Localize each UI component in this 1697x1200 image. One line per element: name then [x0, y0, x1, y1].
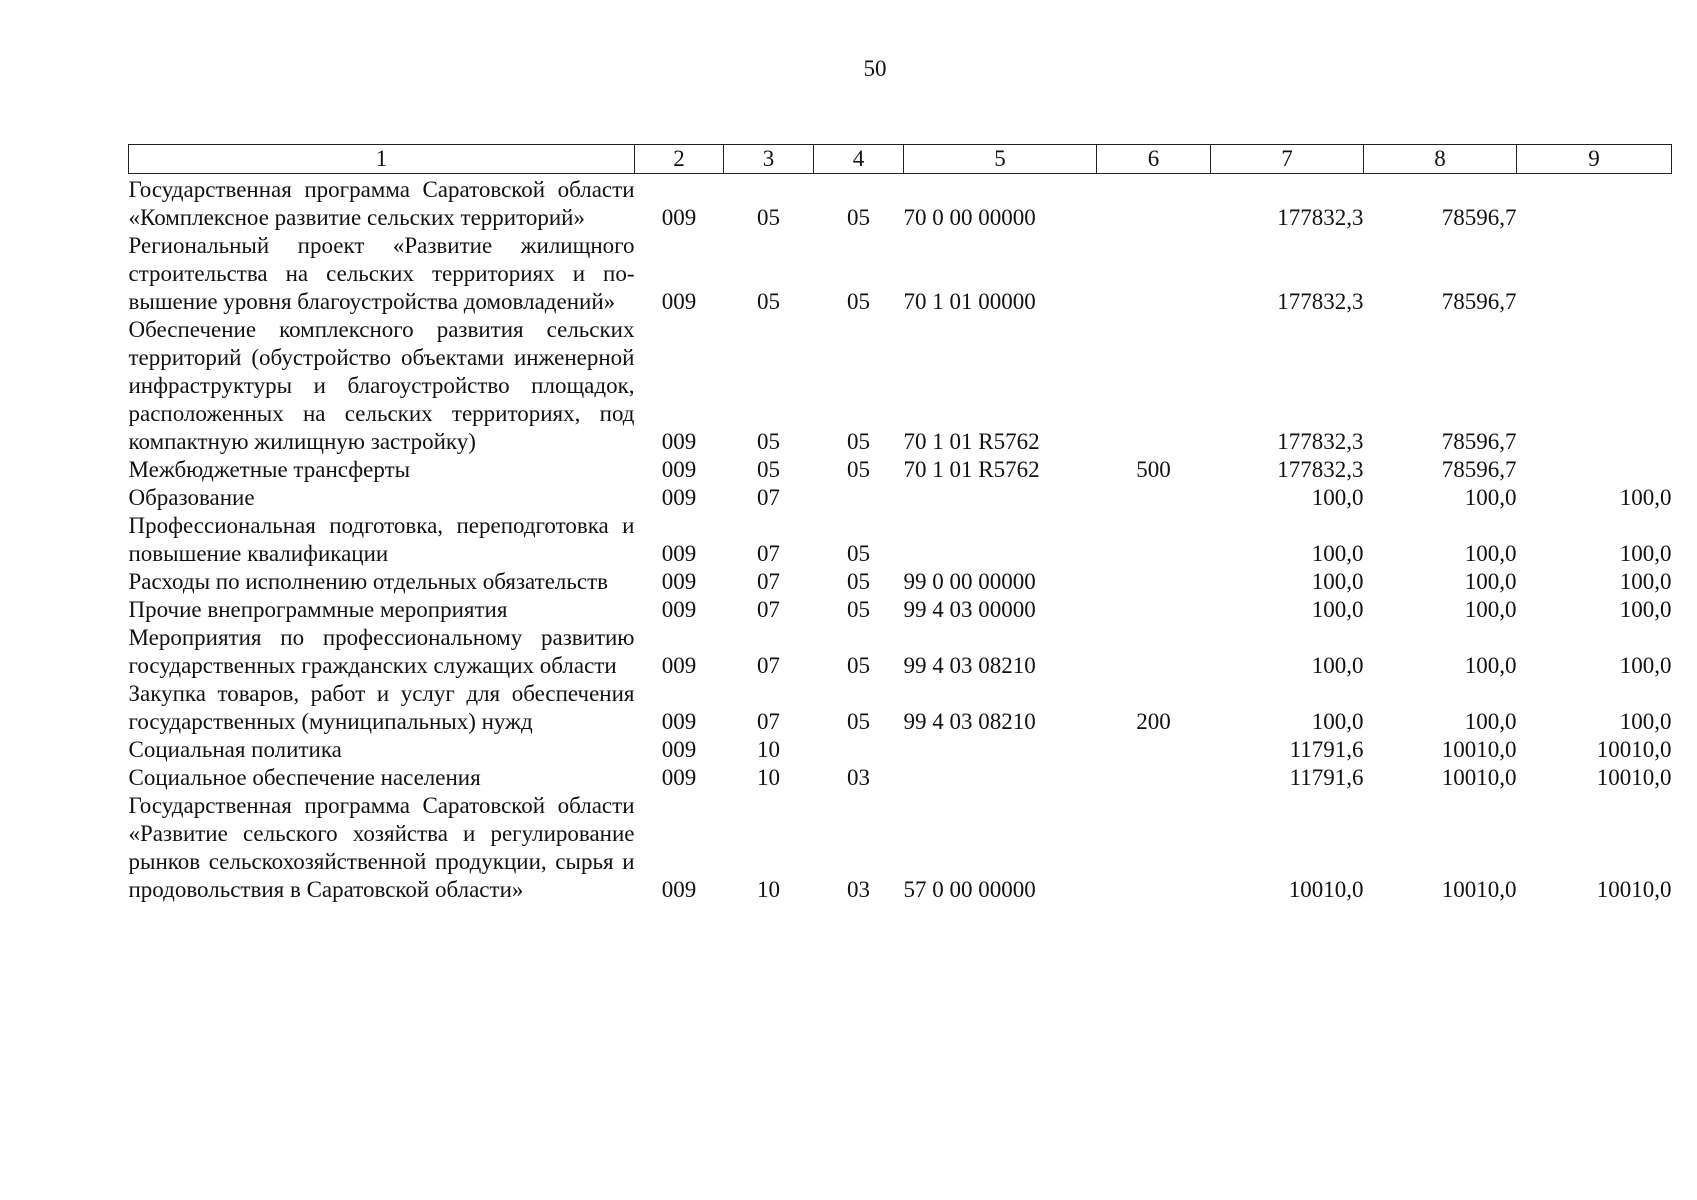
section-code-cell: 05	[757, 429, 780, 454]
column-header: 3	[724, 145, 814, 174]
page-number: 50	[863, 56, 887, 81]
amount-cell: 100,0	[1311, 709, 1364, 734]
section-code-cell: 05	[757, 205, 780, 230]
amount-cell: 10010,0	[1441, 737, 1517, 762]
amount-cell: 100,0	[1619, 709, 1672, 734]
ministry-code-cell: 009	[661, 737, 697, 762]
amount-cell: 100,0	[1464, 653, 1517, 678]
table-row	[129, 456, 1672, 484]
expense-type-cell	[1097, 316, 1211, 456]
row-name-cell: Государственная программа Саратовской области «Развитие сельского хозяйства и регулирование рынков сельскохозяйственной продукции, сырья и продовольствия в Саратовской области»	[128, 793, 635, 902]
expense-type-cell	[1097, 512, 1211, 568]
target-article-cell: 70 1 01 R5762	[903, 429, 1040, 454]
table-row	[129, 568, 1672, 596]
amount-cell: 100,0	[1464, 541, 1517, 566]
expense-type-cell	[1097, 174, 1211, 233]
row-name-cell: Профессиональная подготовка, переподготовка и повышение квалификации	[128, 513, 635, 566]
amount-cell: 10010,0	[1441, 877, 1517, 902]
amount-cell: 10010,0	[1596, 877, 1672, 902]
target-article-cell: 99 4 03 00000	[903, 597, 1036, 622]
expense-type-cell: 200	[1136, 709, 1171, 734]
subsection-code-cell: 05	[847, 205, 870, 230]
section-code-cell: 07	[757, 569, 780, 594]
row-name-cell: Обеспечение комплексного развития сельских территорий (обустройство объектами инженерной инфраструктуры и благоустройство площадок, расположенных на сельских территориях, под компактную жилищную застройку)	[128, 317, 635, 454]
amount-cell: 100,0	[1464, 709, 1517, 734]
column-header: 1	[129, 145, 635, 174]
expense-type-cell	[1097, 232, 1211, 316]
subsection-code-cell: 05	[847, 597, 870, 622]
section-code-cell: 10	[757, 737, 780, 762]
row-name-cell: Мероприятия по профессиональному развитию государственных гражданских служащих области	[128, 625, 635, 678]
column-header: 8	[1364, 145, 1517, 174]
expense-type-cell	[1097, 736, 1211, 764]
column-header: 7	[1211, 145, 1364, 174]
ministry-code-cell: 009	[661, 541, 697, 566]
amount-cell: 100,0	[1619, 541, 1672, 566]
section-code-cell: 07	[757, 597, 780, 622]
table-row	[129, 484, 1672, 512]
amount-cell: 100,0	[1311, 541, 1364, 566]
section-code-cell: 07	[757, 653, 780, 678]
target-article-cell: 70 1 01 R5762	[903, 457, 1040, 482]
expense-type-cell	[1097, 792, 1211, 904]
ministry-code-cell: 009	[661, 429, 697, 454]
target-article-cell: 70 0 00 00000	[903, 205, 1036, 230]
expense-type-cell: 500	[1136, 457, 1171, 482]
target-article-cell: 70 1 01 00000	[903, 289, 1036, 314]
ministry-code-cell: 009	[661, 289, 697, 314]
expense-type-cell	[1097, 624, 1211, 680]
amount-cell	[1517, 174, 1672, 233]
row-name-cell: Образование	[128, 485, 255, 510]
column-header: 5	[904, 145, 1097, 174]
subsection-code-cell: 05	[847, 709, 870, 734]
ministry-code-cell: 009	[661, 569, 697, 594]
table-row	[129, 624, 1672, 680]
section-code-cell: 07	[757, 485, 780, 510]
amount-cell: 100,0	[1619, 569, 1672, 594]
table-row	[129, 316, 1672, 456]
table-row	[129, 232, 1672, 316]
section-code-cell: 05	[757, 457, 780, 482]
amount-cell: 177832,3	[1277, 429, 1364, 454]
subsection-code-cell: 03	[847, 877, 870, 902]
table-row	[129, 764, 1672, 792]
amount-cell: 100,0	[1464, 597, 1517, 622]
table-row	[129, 174, 1672, 233]
subsection-code-cell: 05	[847, 429, 870, 454]
section-code-cell: 05	[757, 289, 780, 314]
amount-cell	[1517, 232, 1672, 316]
amount-cell: 10010,0	[1441, 765, 1517, 790]
amount-cell: 100,0	[1311, 485, 1364, 510]
section-code-cell: 07	[757, 541, 780, 566]
subsection-code-cell: 03	[847, 765, 870, 790]
row-name-cell: Социальное обеспечение населения	[128, 765, 481, 790]
subsection-code-cell: 05	[847, 457, 870, 482]
ministry-code-cell: 009	[661, 597, 697, 622]
table-row	[129, 680, 1672, 736]
column-header: 2	[635, 145, 724, 174]
expense-type-cell	[1097, 568, 1211, 596]
target-article-cell	[904, 484, 1097, 512]
column-header: 6	[1097, 145, 1211, 174]
expense-type-cell	[1097, 764, 1211, 792]
ministry-code-cell: 009	[661, 877, 697, 902]
row-name-cell: Региональный проект «Развитие жилищного строительства на сельских территориях и повышение уровня благоустройства домовладений»	[128, 233, 635, 314]
table-row	[129, 736, 1672, 764]
amount-cell: 10010,0	[1288, 877, 1364, 902]
ministry-code-cell: 009	[661, 653, 697, 678]
amount-cell: 100,0	[1619, 653, 1672, 678]
amount-cell	[1517, 456, 1672, 484]
section-code-cell: 07	[757, 709, 780, 734]
ministry-code-cell: 009	[661, 485, 697, 510]
amount-cell: 100,0	[1619, 485, 1672, 510]
amount-cell: 177832,3	[1277, 289, 1364, 314]
row-name-cell: Закупка товаров, работ и услуг для обеспечения государственных (муниципальных) нужд	[128, 681, 635, 734]
amount-cell	[1517, 316, 1672, 456]
amount-cell: 177832,3	[1277, 457, 1364, 482]
target-article-cell: 99 0 00 00000	[903, 569, 1036, 594]
ministry-code-cell: 009	[661, 457, 697, 482]
amount-cell: 10010,0	[1596, 765, 1672, 790]
amount-cell: 100,0	[1619, 597, 1672, 622]
amount-cell: 11791,6	[1289, 737, 1364, 762]
amount-cell: 100,0	[1464, 485, 1517, 510]
expense-type-cell	[1097, 596, 1211, 624]
amount-cell: 100,0	[1311, 569, 1364, 594]
amount-cell: 100,0	[1464, 569, 1517, 594]
row-name-cell: Межбюджетные трансферты	[128, 457, 411, 482]
subsection-code-cell: 05	[847, 653, 870, 678]
amount-cell: 10010,0	[1596, 737, 1672, 762]
section-code-cell: 10	[757, 765, 780, 790]
amount-cell: 78596,7	[1441, 205, 1517, 230]
amount-cell: 78596,7	[1441, 457, 1517, 482]
target-article-cell: 57 0 00 00000	[903, 877, 1036, 902]
amount-cell: 100,0	[1311, 597, 1364, 622]
amount-cell: 11791,6	[1289, 765, 1364, 790]
table-header-row	[129, 145, 1672, 174]
budget-table	[128, 144, 1672, 904]
subsection-code-cell: 05	[847, 569, 870, 594]
column-header: 9	[1517, 145, 1672, 174]
table-row	[129, 512, 1672, 568]
row-name-cell: Прочие внепрограммные мероприятия	[128, 597, 508, 622]
target-article-cell	[904, 736, 1097, 764]
amount-cell: 100,0	[1311, 653, 1364, 678]
ministry-code-cell: 009	[661, 765, 697, 790]
row-name-cell: Государственная программа Саратовской области «Комплексное развитие сельских территорий»	[128, 177, 635, 230]
expense-type-cell	[1097, 484, 1211, 512]
table-row	[129, 596, 1672, 624]
row-name-cell: Расходы по исполнению отдельных обязательств	[128, 569, 608, 594]
target-article-cell	[904, 764, 1097, 792]
subsection-code-cell: 05	[847, 289, 870, 314]
ministry-code-cell: 009	[661, 709, 697, 734]
column-header: 4	[814, 145, 904, 174]
row-name-cell: Социальная политика	[128, 737, 342, 762]
subsection-code-cell	[814, 484, 904, 512]
target-article-cell	[904, 512, 1097, 568]
ministry-code-cell: 009	[661, 205, 697, 230]
section-code-cell: 10	[757, 877, 780, 902]
subsection-code-cell	[814, 736, 904, 764]
target-article-cell: 99 4 03 08210	[903, 709, 1036, 734]
target-article-cell: 99 4 03 08210	[903, 653, 1036, 678]
amount-cell: 78596,7	[1441, 289, 1517, 314]
amount-cell: 78596,7	[1441, 429, 1517, 454]
subsection-code-cell: 05	[847, 541, 870, 566]
amount-cell: 177832,3	[1277, 205, 1364, 230]
table-row	[129, 792, 1672, 904]
